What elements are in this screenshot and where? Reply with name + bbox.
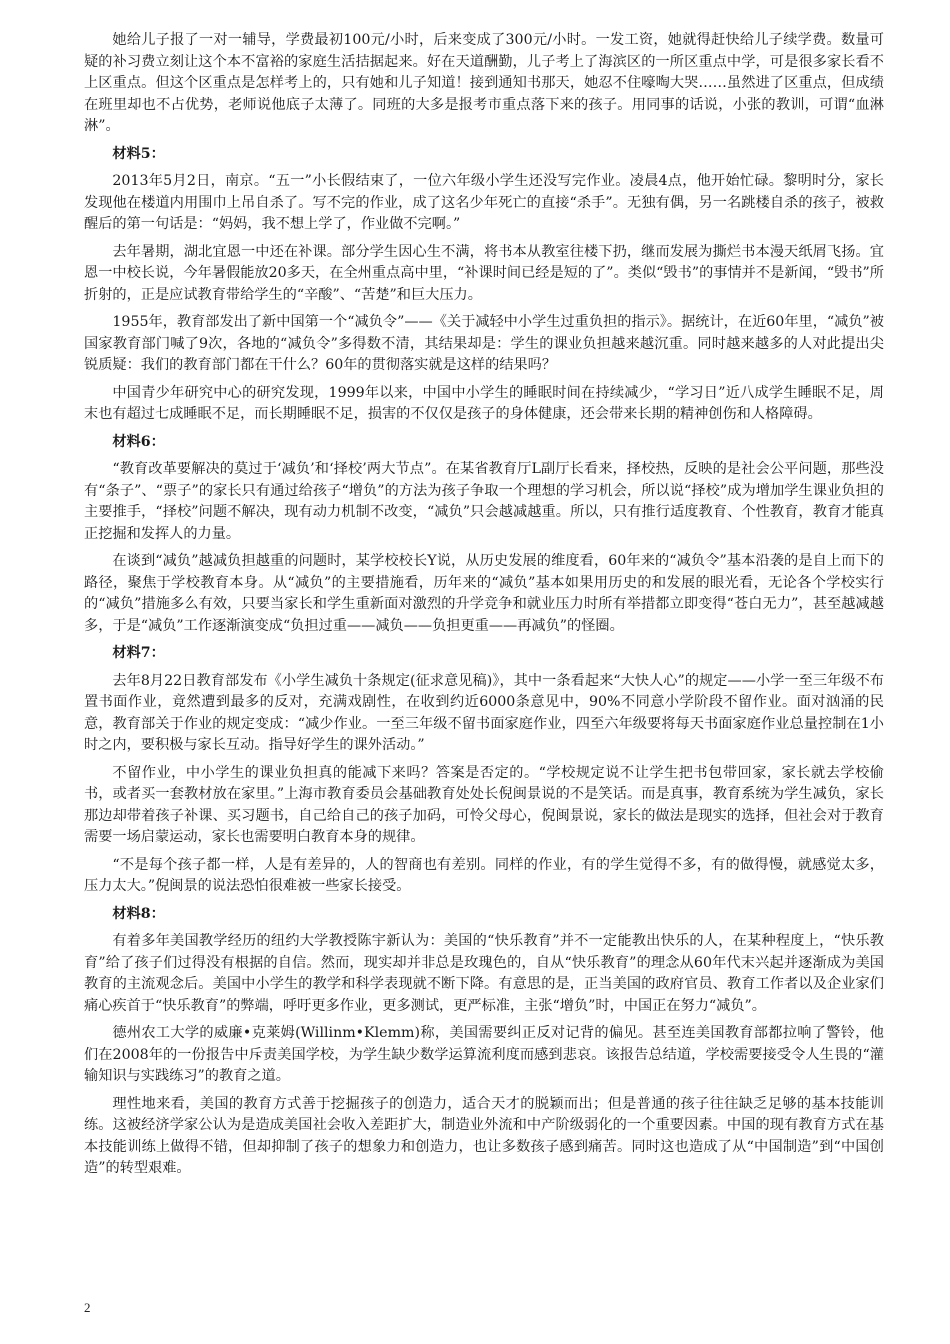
paragraph-book-tearing: 去年暑期，湖北宜恩一中还在补课。部分学生因心生不满，将书本从教室往楼下扔，继而发展为撕烂书本漫天纸屑飞扬。宜恩一中校长说，今年暑假能放20多天，在全州重点高中里，“补课时间已经是短的了”。类似“毁书”的事情并不是新闻，“毁书”所折射的，正是应试教育带给学生的“辛酸”、“苦楚”和巨大压力。 [84,243,884,303]
paragraph-no-homework: 不留作业，中小学生的课业负担真的能减下来吗？答案是否定的。“学校规定说不让学生把书包带回家，家长就去学校偷书，或者买一套教材放在家里。”上海市教育委员会基础教育处处长倪闽景说的不是笑话。而是真事，教育系统为学生减负，家长那边却带着孩子补课、买习题书，自己给自己的孩子加码，可怜父母心，倪闽景说，家长的做法是现实的选择，但社会对于教育需要一场启蒙运动，家长也需要明白教育本身的规律。 [84,764,884,845]
paragraph-sleep-research: 中国青少年研究中心的研究发现，1999年以来，中国中小学生的睡眠时间在持续减少，“学习日”近八成学生睡眠不足，周末也有超过七成睡眠不足，而长期睡眠不足，损害的不仅仅是孩子的身体健康，还会带来长期的精神创伤和人格障碍。 [84,384,884,422]
section-heading-material-8: 材料8： [112,905,165,922]
paragraph-rational-view: 理性地来看，美国的教育方式善于挖掘孩子的创造力，适合天才的脱颖而出；但是普通的孩子往往缺乏足够的基本技能训练。这被经济学家公认为是造成美国社会收入差距扩大，制造业外流和中产阶级弱化的一个重要因素。中国的现有教育方式在基本技能训练上做得不错，但却抑制了孩子的想象力和创造力，也让多数孩子感到痛苦。同时这也造成了从“中国制造”到“中国创造”的转型艰难。 [84,1095,884,1176]
paragraph-school-choice: “教育改革要解决的莫过于‘减负’和‘择校’两大节点”。在某省教育厅L副厅长看来，择校热，反映的是社会公平问题，那些没有“条子”、“票子”的家长只有通过给孩子“增负”的方法为孩子争取一个理想的学习机会，所以说“择校”成为增加学生课业负担的主要推手，“择校”问题不解决，现有动力机制不改变，“减负”只会越减越重。所以，只有推行适度教育、个性教育，教育才能真正挖掘和发挥人的力量。 [84,461,884,542]
paragraph-ten-rules: 去年8月22日教育部发布《小学生减负十条规定(征求意见稿)》，其中一条看起来“大快人心”的规定——小学一至三年级不布置书面作业，竟然遭到最多的反对，充满戏剧性，在收到约近6000条意见中，90%不同意小学阶段不留作业。面对汹涌的民意，教育部关于作业的规定变成：“减少作业。一至三年级不留书面家庭作业，四至六年级要将每天书面家庭作业总量控制在1小时之内，要积极与家长互动。指导好学生的课外活动。” [84,672,884,753]
paragraph-nanjing-student: 2013年5月2日，南京。“五一”小长假结束了，一位六年级小学生还没写完作业。凌晨4点，他开始忙碌。黎明时分，家长发现他在楼道内用围巾上吊自杀了。写不完的作业，成了这名少年死亡的直接“杀手”。无独有偶，另一名跳楼自杀的孩子，被救醒后的第一句话是：“妈妈，我不想上学了，作业做不完啊。” [84,173,884,232]
paragraph-differences: “不是每个孩子都一样，人是有差异的，人的智商也有差别。同样的作业，有的学生觉得不多，有的做得慢，就感觉太多，压力太大。”倪闽景的说法恐怕很难被一些家长接受。 [84,856,884,894]
document-body [84,30,884,1186]
section-heading-material-6: 材料6： [112,433,165,450]
paragraph-tuition: 她给儿子报了一对一辅导，学费最初100元/小时，后来变成了300元/小时。一发工资，她就得赶快给儿子续学费。数量可疑的补习费立刻让这个本不富裕的家庭生活拮据起来。好在天道酬勤，儿子考上了海滨区的一所区重点中学，可是很多家长看不上区重点。但这个区重点是怎样考上的，只有她和儿子知道！接到通知书那天，她忍不住嚎啕大哭……虽然进了区重点，但成绩在班里却也不占优势，老师说他底子太薄了。同班的大多是报考市重点落下来的孩子。用同事的话说，小张的教训，可谓“血淋淋”。 [84,32,884,134]
section-heading-material-7: 材料7： [112,645,165,661]
paragraph-happy-education: 有着多年美国教学经历的纽约大学教授陈宇新认为：美国的“快乐教育”并不一定能教出快乐的人，在某种程度上，“快乐教育”给了孩子们过得没有根据的自信。然而，现实却并非总是玫瑰色的，自从“快乐教育”的理念从60年代末兴起并逐渐成为美国教育的主流观念后。美国中小学生的教学和科学表现就不断下降。有意思的是，正当美国的政府官员、教育工作者以及企业家们痛心疾首于“快乐教育”的弊端，呼吁更多作业，更多测试，更严标准，主张“增负”时，中国正在努力“减负”。 [84,933,884,1014]
paragraph-burden-reduction-orders: 1955年，教育部发出了新中国第一个“减负令”——《关于减轻中小学生过重负担的指示》。据统计，在近60年里，“减负”被国家教育部门喊了9次，各地的“减负令”多得数不清，其结果却是：学生的课业负担越来越沉重。同时越来越多的人对此提出尖锐质疑：我们的教育部门都在干什么？60年的贯彻落实就是这样的结果吗？ [84,314,884,373]
section-heading-material-5: 材料5： [112,145,165,162]
paragraph-klemm: 德州农工大学的威廉•克莱姆(Willinm•Klemm)称，美国需要纠正反对记背的偏见。甚至连美国教育部都拉响了警铃，他们在2008年的一份报告中斥责美国学校，为学生缺少数学运算流利度而感到悲哀。该报告总结道，学校需要接受令人生畏的“灌输知识与实践练习”的教育之道。 [84,1025,884,1084]
page-number: 2 [84,1300,91,1315]
paragraph-principal-y: 在谈到“减负”越减负担越重的问题时，某学校校长Y说，从历史发展的维度看，60年来的“减负令”基本沿袭的是自上而下的路径，聚焦于学校教育本身。从“减负”的主要措施看，历年来的“减负”基本如果用历史的和发展的眼光看，无论各个学校实行的“减负”措施多么有效，只要当家长和学生重新面对激烈的升学竞争和就业压力时所有举措都立即变得“苍白无力”，甚至越减越多，于是“减负”工作逐渐演变成“负担过重——减负——负担更重——再减负”的怪圈。 [84,553,884,634]
